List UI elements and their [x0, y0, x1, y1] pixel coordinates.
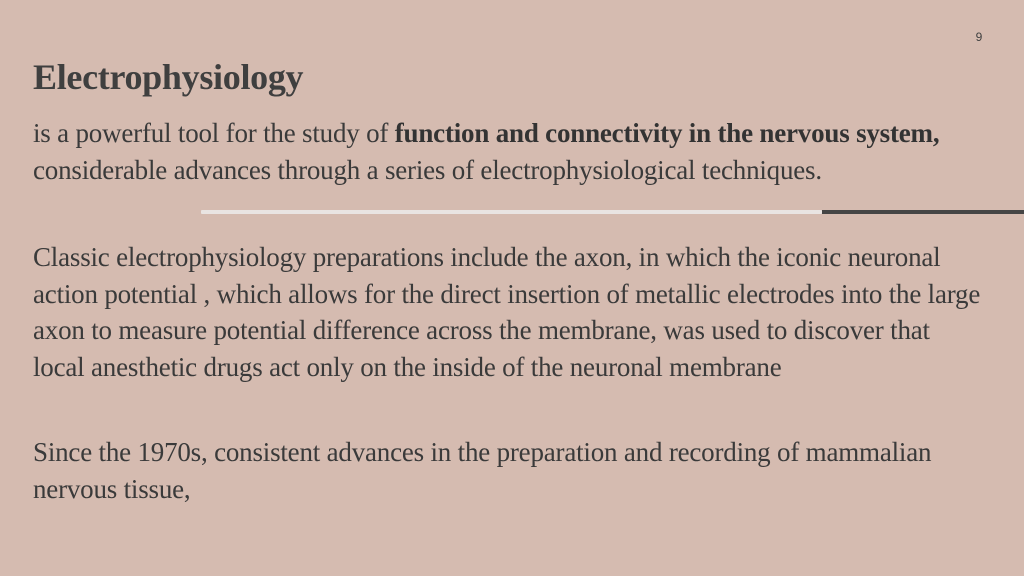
divider-light: [201, 210, 822, 214]
intro-text-end: considerable advances through a series of electrophysiological techniques.: [33, 154, 822, 185]
slide-title: Electrophysiology: [33, 57, 304, 97]
advances-paragraph: Since the 1970s, consistent advances in the preparation and recording of mammalian nervous tissue,: [33, 437, 932, 504]
slide-number: 9: [975, 30, 983, 44]
intro-emphasis: function and connectivity in the nervous system,: [394, 118, 940, 148]
intro-text-start: is a powerful tool for the study of: [33, 118, 395, 148]
divider-dark: [822, 210, 1024, 214]
classic-preparations-paragraph: Classic electrophysiology preparations include the axon, in which the iconic neuronal action potential , which allows for the direct insertion of metallic electrodes into the large axon to measure potential difference across the membrane, was used to discover that local anesthetic drugs act only on the inside of the neuronal membrane: [33, 242, 981, 382]
intro-paragraph: [33, 115, 983, 188]
